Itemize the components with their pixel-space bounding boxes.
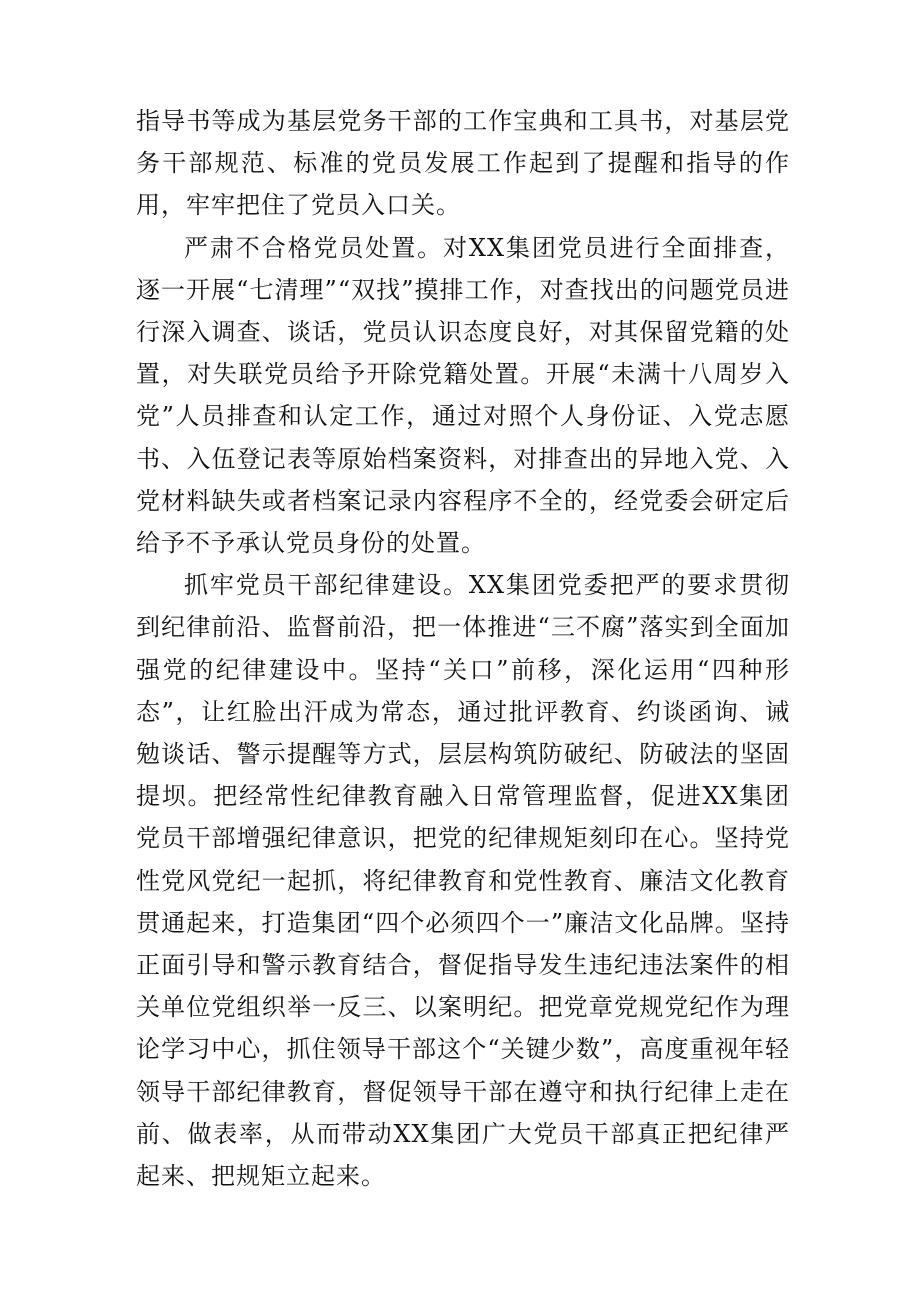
document-body xyxy=(136,100,790,1197)
paragraph-continuation: 指导书等成为基层党务干部的工作宝典和工具书，对基层党务干部规范、标准的党员发展工作起到了提醒和指导的作用，牢牢把住了党员入口关。 xyxy=(136,107,790,220)
paragraph-unqualified-member-handling: 严肃不合格党员处置。对XX集团党员进行全面排查，逐一开展“七清理”“双找”摸排工作，对查找出的问题党员进行深入调查、谈话，党员认识态度良好，对其保留党籍的处置，对失联党员给予开除党籍处置。开展“未满十八周岁入党”人员排查和认定工作，通过对照个人身份证、入党志愿书、入伍登记表等原始档案资料，对排查出的异地入党、入党材料缺失或者档案记录内容程序不全的，经党委会研定后给予不予承认党员身份的处置。 xyxy=(136,233,790,558)
paragraph-discipline-building: 抓牢党员干部纪律建设。XX集团党委把严的要求贯彻到纪律前沿、监督前沿，把一体推进“三不腐”落实到全面加强党的纪律建设中。坚持“关口”前移，深化运用“四种形态”，让红脸出汗成为常态，通过批评教育、约谈函询、诫勉谈话、警示提醒等方式，层层构筑防破纪、防破法的坚固提坝。把经常性纪律教育融入日常管理监督，促进XX集团党员干部增强纪律意识，把党的纪律规矩刻印在心。坚持党性党风党纪一起抓，将纪律教育和党性教育、廉洁文化教育贯通起来，打造集团“四个必须四个一”廉洁文化品牌。坚持正面引导和警示教育结合，督促指导发生违纪违法案件的相关单位党组织举一反三、以案明纪。把党章党规党纪作为理论学习中心，抓住领导干部这个“关键少数”，高度重视年轻领导干部纪律教育，督促领导干部在遵守和执行纪律上走在前、做表率，从而带动XX集团广大党员干部真正把纪律严起来、把规矩立起来。 xyxy=(136,571,790,1191)
